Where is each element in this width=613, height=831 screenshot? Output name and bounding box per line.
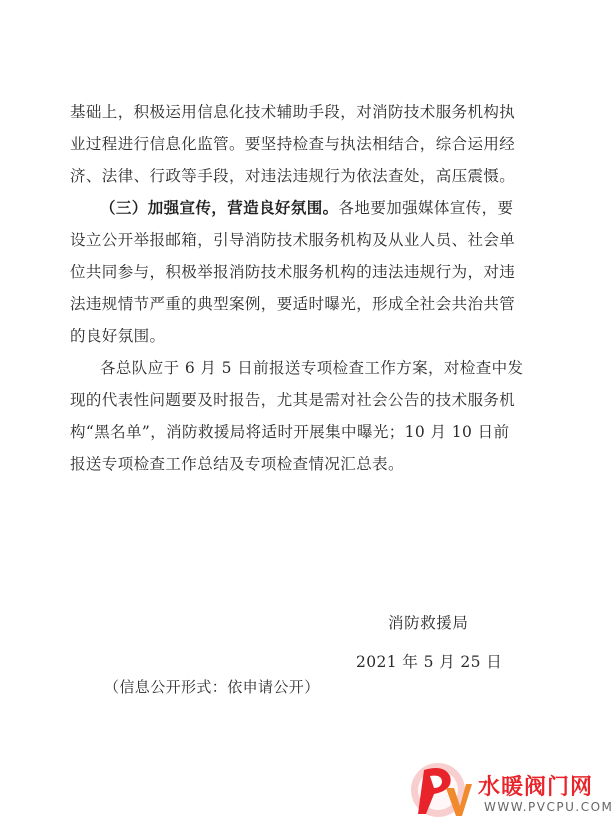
- text-line: 法违规情节严重的典型案例，要适时曝光，形成全社会共治共管: [70, 295, 516, 313]
- paragraph-publicity: [70, 192, 540, 352]
- text-line: 设立公开举报邮箱，引导消防技术服务机构及从业人员、社会单: [70, 231, 516, 249]
- paragraph-reporting: [70, 352, 540, 480]
- text-line: 业过程进行信息化监管。要坚持检查与执法相结合，综合运用经: [70, 135, 516, 153]
- paragraph-supervision: [70, 96, 540, 192]
- site-watermark: [404, 750, 613, 826]
- pv-logo-icon: [404, 754, 474, 824]
- text-line: 基础上，积极运用信息化技术辅助手段，对消防技术服务机构执: [70, 103, 516, 121]
- text-fragment: 各地要加强媒体宣传，要: [338, 199, 514, 217]
- text-line: 现的代表性问题要及时报告，尤其是需对社会公告的技术服务机: [70, 391, 516, 409]
- signature-date: 2021 年 5 月 25 日: [356, 653, 503, 671]
- text-line: 的良好氛围。: [70, 327, 166, 345]
- text-line: 报送专项检查工作总结及专项检查情况汇总表。: [70, 455, 404, 473]
- text-line: 构“黑名单”，消防救援局将适时开展集中曝光；10 月 10 日前: [70, 423, 510, 441]
- text-line: 位共同参与，积极举报消防技术服务机构的违法违规行为，对违: [70, 263, 516, 281]
- signature-organization: 消防救援局: [388, 614, 469, 632]
- watermark-title: 水暖阀门网: [478, 775, 594, 800]
- section-heading: （三）加强宣传，营造良好氛围。: [100, 199, 339, 217]
- disclosure-note: （信息公开形式：依申请公开）: [104, 678, 320, 696]
- text-line: 济、法律、行政等手段，对违法违规行为依法查处，高压震慑。: [70, 167, 516, 185]
- text-line-first: 各总队应于 6 月 5 日前报送专项检查工作方案，对检查中发: [100, 359, 524, 377]
- text-line-first: [70, 192, 540, 224]
- watermark-url: WWW.PVCPU.COM: [484, 800, 613, 814]
